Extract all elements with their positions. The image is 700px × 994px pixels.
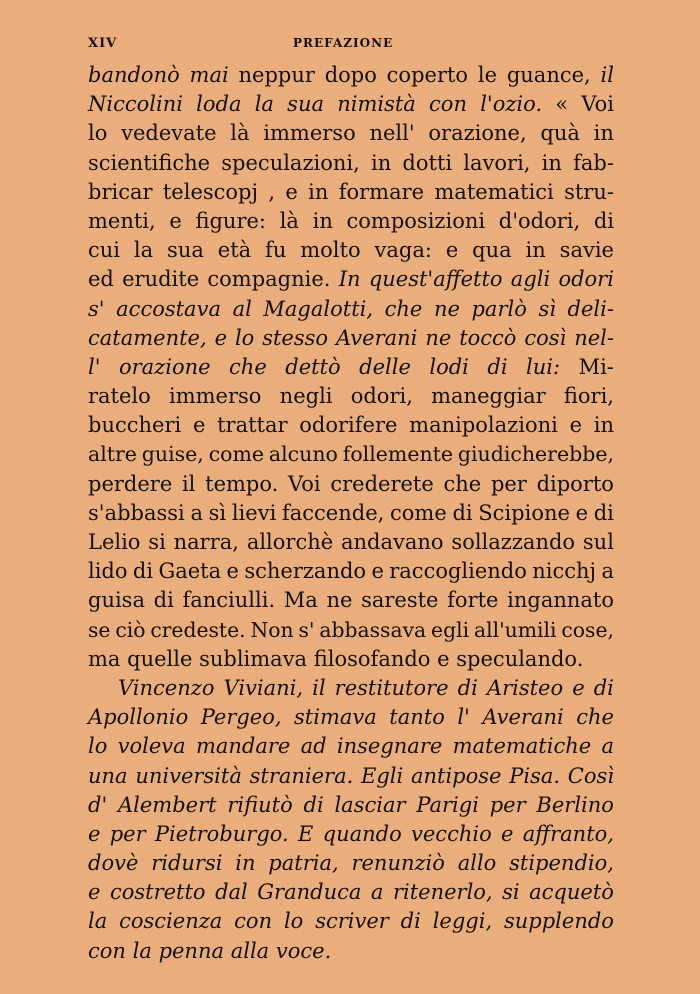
- word: nicchj: [532, 559, 597, 584]
- text-line: [88, 849, 614, 878]
- word: raccogliendo: [389, 559, 527, 584]
- word: straniera.: [249, 763, 354, 788]
- word: Apollonio: [88, 705, 189, 730]
- word: egli: [431, 617, 470, 642]
- word: trattar: [217, 413, 288, 438]
- word: composizioni: [346, 208, 486, 233]
- word: allorchè: [246, 530, 334, 554]
- word: sul: [582, 530, 614, 554]
- word: e: [88, 880, 101, 905]
- word: catamente,: [88, 325, 207, 350]
- word: nell': [369, 121, 415, 146]
- text-line: [88, 382, 614, 411]
- word: alcuno: [268, 442, 338, 467]
- word: accostava: [116, 296, 221, 321]
- word: come: [390, 500, 447, 525]
- word: d'odori,: [498, 208, 581, 233]
- word: ne: [433, 296, 460, 321]
- word: Alembert: [118, 792, 217, 817]
- word: e: [371, 559, 384, 584]
- word: là: [230, 121, 250, 146]
- word: giudicherebbe,: [457, 442, 614, 467]
- word: manipolazioni: [409, 413, 558, 438]
- word: ed: [88, 267, 114, 292]
- word: con: [234, 909, 273, 934]
- word: in: [593, 121, 614, 146]
- word: e: [214, 325, 228, 350]
- word: che: [229, 354, 267, 379]
- word: il: [312, 675, 326, 700]
- word: là: [279, 208, 299, 233]
- word: in: [541, 150, 562, 175]
- word: molto: [300, 238, 361, 263]
- word: di: [593, 500, 614, 525]
- word: e: [285, 179, 298, 204]
- word: vaga:: [374, 238, 432, 263]
- word: di: [593, 208, 614, 233]
- word: lo: [88, 121, 108, 146]
- word: una: [88, 763, 128, 788]
- word: maneggiar: [431, 384, 546, 409]
- word: stimava: [294, 705, 377, 730]
- word: Voi: [288, 471, 321, 496]
- word: Egli: [361, 763, 404, 788]
- word: che: [576, 705, 614, 730]
- word: abbassava: [319, 617, 427, 642]
- word: sua: [167, 238, 204, 263]
- word: diporto: [536, 471, 614, 496]
- word: lievi: [231, 500, 277, 525]
- word: e: [437, 646, 450, 671]
- word: scientifiche: [88, 150, 211, 175]
- word: in: [308, 179, 329, 204]
- word: orazione,: [428, 121, 527, 146]
- text-line: [88, 616, 614, 645]
- word: che: [443, 471, 482, 496]
- word: che: [384, 296, 423, 321]
- text-line: [88, 878, 614, 907]
- word: con: [88, 938, 126, 963]
- word: E: [298, 821, 314, 846]
- word: Pergeo,: [200, 705, 282, 730]
- word: Mi-: [578, 354, 614, 379]
- word: Pietroburgo.: [154, 821, 289, 846]
- word: In: [338, 267, 361, 292]
- word: speculazioni,: [221, 150, 360, 175]
- word: figure:: [195, 208, 267, 233]
- word: leggi,: [432, 909, 493, 934]
- word: la: [88, 909, 108, 934]
- word: di: [303, 792, 324, 817]
- text-line: [88, 324, 614, 353]
- word: coscienza: [119, 909, 223, 934]
- text-line: [88, 440, 614, 469]
- word: si: [148, 530, 166, 554]
- word: Niccolini: [88, 92, 183, 117]
- word: coperto: [386, 63, 469, 87]
- word: quest'affetto: [368, 267, 503, 292]
- word: lido: [88, 559, 128, 584]
- running-title: PREFAZIONE: [293, 36, 394, 50]
- word: l'ozio.: [480, 92, 543, 117]
- word: la: [254, 92, 274, 117]
- word: immerso: [263, 121, 356, 146]
- word: se: [88, 617, 111, 642]
- word: allo: [457, 851, 497, 876]
- word: stesso: [262, 325, 329, 350]
- word: Aristeo: [486, 675, 564, 700]
- word: età: [217, 238, 252, 263]
- word: restitutore: [334, 675, 449, 700]
- word: Pisa.: [509, 763, 561, 788]
- word: quà: [540, 121, 580, 146]
- word: sareste: [361, 588, 439, 613]
- word: lo: [234, 325, 255, 350]
- text-line: [88, 61, 614, 90]
- word: voce.: [275, 938, 332, 963]
- word: ne: [326, 588, 353, 613]
- word: lasciar: [334, 792, 406, 817]
- word: lo: [88, 734, 108, 759]
- word: s': [88, 296, 105, 321]
- word: compagnie.: [207, 267, 331, 292]
- word: fab-: [573, 150, 614, 175]
- word: ma: [88, 646, 121, 671]
- word: Parigi: [416, 792, 479, 817]
- word: Averani: [335, 325, 418, 350]
- text-line: [88, 586, 614, 615]
- word: nimistà: [337, 92, 416, 117]
- word: guisa: [88, 588, 145, 613]
- word: e: [192, 413, 206, 438]
- word: a: [370, 880, 384, 905]
- word: in: [235, 851, 256, 876]
- word: lavori,: [463, 150, 531, 175]
- word: affranto,: [522, 821, 614, 846]
- word: mai: [189, 63, 229, 87]
- word: odorifere: [299, 413, 398, 438]
- word: Così: [567, 763, 614, 788]
- word: con: [429, 92, 467, 117]
- text-line: [88, 791, 614, 820]
- word: e: [501, 821, 514, 846]
- word: matematiche: [452, 734, 592, 759]
- word: stipendio,: [509, 851, 614, 876]
- word: guise,: [141, 442, 204, 467]
- word: delle: [359, 354, 411, 379]
- text-line: [88, 178, 614, 207]
- word: forte: [447, 588, 499, 613]
- word: agli: [510, 267, 551, 292]
- word: sì: [538, 296, 556, 321]
- text-line: [88, 207, 614, 236]
- word: bandonò: [88, 63, 180, 87]
- text-line: [88, 557, 614, 586]
- word: guance,: [506, 63, 591, 87]
- text-line: [88, 499, 614, 528]
- word: faccende,: [281, 500, 385, 525]
- word: neppur: [238, 63, 315, 87]
- word: fanciulli.: [182, 588, 276, 613]
- word: filosofando: [313, 646, 431, 671]
- word: il: [600, 63, 614, 87]
- text-line: [88, 907, 614, 936]
- word: credeste.: [150, 617, 246, 642]
- word: insegnare: [336, 734, 443, 759]
- word: andavano: [341, 530, 444, 554]
- word: tempo.: [205, 471, 279, 496]
- word: ritenerlo,: [392, 880, 493, 905]
- word: lui:: [526, 354, 561, 379]
- word: fu: [265, 238, 287, 263]
- word: per: [109, 821, 146, 846]
- word: supplendo: [503, 909, 614, 934]
- word: ridursi: [151, 851, 223, 876]
- word: Scipione: [478, 500, 570, 525]
- word: costretto: [109, 880, 206, 905]
- word: matematici: [434, 179, 554, 204]
- word: crederete: [330, 471, 434, 496]
- word: d': [88, 792, 108, 817]
- word: alla: [230, 938, 270, 963]
- text-line: [88, 265, 614, 294]
- word: patria,: [268, 851, 339, 876]
- word: erudite: [122, 267, 200, 292]
- text-line: [88, 732, 614, 761]
- word: l': [88, 354, 101, 379]
- text-line: [88, 470, 614, 499]
- word: sublimava: [199, 646, 308, 671]
- word: in: [593, 413, 614, 438]
- word: renunziò: [351, 851, 445, 876]
- word: scriver: [315, 909, 389, 934]
- word: buccheri: [88, 413, 182, 438]
- word: di: [452, 500, 473, 525]
- word: la: [132, 938, 152, 963]
- word: Berlino: [536, 792, 614, 817]
- word: Granduca: [257, 880, 362, 905]
- page-header: [88, 36, 612, 56]
- word: dal: [215, 880, 248, 905]
- word: Viviani,: [223, 675, 304, 700]
- word: dettò: [285, 354, 341, 379]
- word: immerso: [169, 384, 262, 409]
- text-line: [88, 703, 614, 732]
- word: quando: [322, 821, 402, 846]
- word: «: [555, 92, 569, 117]
- word: e: [88, 821, 101, 846]
- word: per: [490, 471, 527, 496]
- word: sua: [287, 92, 324, 117]
- word: di: [487, 354, 508, 379]
- word: ne: [425, 325, 452, 350]
- word: per: [489, 792, 526, 817]
- word: la: [133, 238, 154, 263]
- word: ad: [300, 734, 327, 759]
- word: speculando.: [456, 646, 584, 671]
- word: formare: [338, 179, 425, 204]
- word: ciò: [115, 617, 146, 642]
- word: vecchio: [411, 821, 492, 846]
- word: narra,: [173, 530, 239, 554]
- word: mandare: [195, 734, 291, 759]
- word: menti,: [88, 208, 156, 233]
- text-line: [88, 353, 614, 382]
- word: penna: [158, 938, 225, 963]
- word: perdere: [88, 471, 173, 496]
- word: al: [232, 296, 252, 321]
- word: voleva: [117, 734, 186, 759]
- word: e: [575, 500, 589, 525]
- word: Ma: [283, 588, 318, 613]
- word: lo: [283, 909, 304, 934]
- word: e: [169, 208, 182, 233]
- word: le: [477, 63, 498, 87]
- word: tanto: [389, 705, 445, 730]
- text-line: [88, 411, 614, 440]
- word: a: [601, 734, 614, 759]
- word: di: [593, 675, 614, 700]
- word: rifiutò: [227, 792, 293, 817]
- word: cui: [88, 238, 121, 263]
- word: scherzando: [244, 559, 367, 584]
- word: ratelo: [88, 384, 151, 409]
- word: dovè: [88, 851, 139, 876]
- word: e: [226, 559, 239, 584]
- word: Averani: [482, 705, 564, 730]
- word: Voi: [581, 92, 614, 117]
- word: Lelio: [88, 530, 141, 554]
- text-line: [88, 295, 614, 324]
- word: vedevate: [121, 121, 217, 146]
- word: l': [457, 705, 470, 730]
- word: deli-: [567, 296, 614, 321]
- text-line: [88, 236, 614, 265]
- word: loda: [196, 92, 242, 117]
- word: ingannato: [507, 588, 614, 613]
- word: di: [153, 588, 174, 613]
- word: s'abbassi: [88, 500, 185, 525]
- body-text: [88, 61, 614, 966]
- text-line: [88, 820, 614, 849]
- word: Vincenzo: [118, 675, 215, 700]
- word: di: [400, 909, 421, 934]
- word: dopo: [324, 63, 377, 87]
- word: cose,: [561, 617, 614, 642]
- word: in: [312, 208, 333, 233]
- word: orazione: [118, 354, 211, 379]
- text-line: [88, 90, 614, 119]
- word: sollazzando: [451, 530, 576, 554]
- word: ,: [268, 179, 276, 204]
- word: toccò: [459, 325, 517, 350]
- word: si: [502, 880, 520, 905]
- text-line: [88, 645, 614, 674]
- word: s': [298, 617, 315, 642]
- word: e: [569, 413, 583, 438]
- page-number: XIV: [88, 36, 118, 51]
- text-line: [88, 119, 614, 148]
- word: bricar: [88, 179, 153, 204]
- word: quelle: [127, 646, 193, 671]
- word: università: [135, 763, 242, 788]
- word: e: [572, 675, 585, 700]
- text-line: [88, 937, 614, 966]
- word: qua: [472, 238, 512, 263]
- word: odori,: [350, 384, 413, 409]
- word: nel-: [574, 325, 614, 350]
- text-line: [88, 674, 614, 703]
- word: Non: [250, 617, 294, 642]
- word: di: [132, 559, 154, 584]
- word: follemente: [342, 442, 453, 467]
- word: lodi: [429, 354, 469, 379]
- word: in: [370, 150, 392, 175]
- word: a: [190, 500, 203, 525]
- word: dotti: [402, 150, 453, 175]
- word: telescopj: [162, 179, 259, 204]
- word: altre: [88, 442, 137, 467]
- word: antipose: [410, 763, 502, 788]
- word: in: [525, 238, 546, 263]
- word: savie: [559, 238, 614, 263]
- word: così: [524, 325, 567, 350]
- word: stru-: [564, 179, 614, 204]
- word: odori: [558, 267, 614, 292]
- word: il: [181, 471, 196, 496]
- word: negli: [279, 384, 333, 409]
- word: Magalotti,: [263, 296, 374, 321]
- word: fiori,: [563, 384, 614, 409]
- word: sì: [208, 500, 227, 525]
- text-line: [88, 528, 614, 557]
- word: acquetò: [529, 880, 614, 905]
- word: di: [457, 675, 478, 700]
- text-line: [88, 149, 614, 178]
- word: parlò: [471, 296, 527, 321]
- word: Gaeta: [158, 559, 222, 584]
- text-line: [88, 762, 614, 791]
- word: come: [208, 442, 265, 467]
- word: all'umili: [473, 617, 557, 642]
- word: e: [445, 238, 459, 263]
- word: a: [601, 559, 614, 584]
